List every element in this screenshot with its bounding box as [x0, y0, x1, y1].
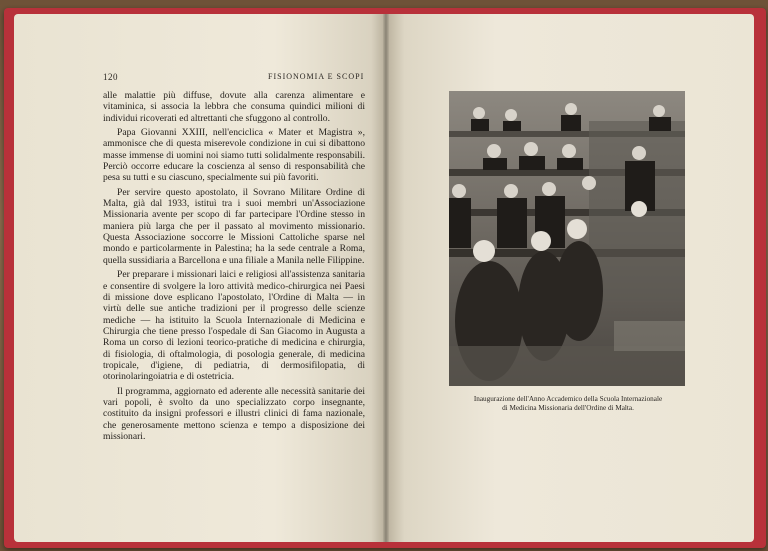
caption-line: di Medicina Missionaria dell'Ordine di Malta.: [502, 404, 634, 412]
page-number: 120: [103, 72, 118, 82]
running-head: FISIONOMIA E SCOPI: [268, 72, 365, 81]
book-gutter: [383, 14, 389, 542]
caption-line: Inaugurazione dell'Anno Accademico della Scuola Internazionale: [473, 395, 663, 403]
body-text: [103, 90, 365, 445]
photo-caption: [446, 395, 690, 413]
photo-illustration: [449, 91, 685, 386]
paragraph: Per servire questo apostolato, il Sovrano Militare Ordine di Malta, già dal 1933, istituì tra i suoi membri un'Associazione Missionaria avente per scopo di far partecipare l'Ordine stesso in maniera più larga che per il passato al movimento missionario. Questa Associazione soccorre le Missioni Cattoliche sparse nel mondo e particolarmente in Palestina; ha la sede centrale a Roma, quella sussidiaria a Barcellona e una filiale a Manila nelle Filippine.: [103, 186, 365, 266]
paragraph: alle malattie più diffuse, dovute alla carenza alimentare e vitaminica, si associa la lebbra che consuma quindici milioni di individui ricoverati ed altrettanti che sfuggono al controllo.: [103, 90, 365, 124]
paragraph: Il programma, aggiornato ed aderente alle necessità sanitarie dei vari popoli, è svolto da uno specializzato corpo insegnante, costituito da insigni professori e illustri clinici di fama nazionale, che generosamente mettono scienza e tempo a disposizione dei missionari.: [103, 385, 365, 442]
paragraph: Papa Giovanni XXIII, nell'enciclica « Mater et Magistra », ammonisce che di questa miserevole condizione in cui si dibattono masse immense di uomini noi siamo tutti solidalmente responsabili. Perciò occorre educare la coscienza al senso di responsabilità che pesa su tutti e su ciascuno, specialmente sui più favoriti.: [103, 127, 365, 184]
lecture-hall-photo: [449, 91, 685, 386]
paragraph: Per preparare i missionari laici e religiosi all'assistenza sanitaria e consentire di svolgere la loro attività medico-chirurgica nei Paesi di missione dove esplicano l'apostolato, l'Ordine di Malta — in virtù delle sue antiche tradizioni per il progresso delle scienze mediche — ha istituito la Scuola Internazionale di Medicina e Chirurgia che tiene presso l'ospedale di San Giacomo in Augusta a Roma un corso di lezioni teorico-pratiche di medicina e chirurgia, di fisiologia, di oftalmologia, di posologia generale, di medicina tropicale, d'igiene, di pediatria, di dermosifilopatia, di otorinolaringoiatria e di ostetricia.: [103, 269, 365, 383]
